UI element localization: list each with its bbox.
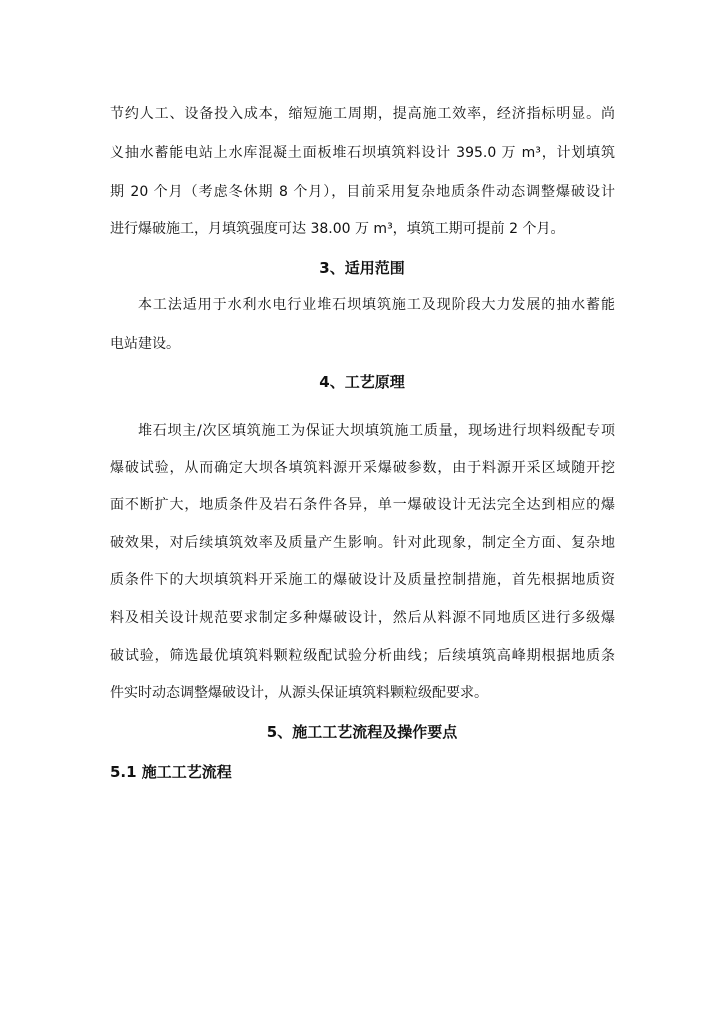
section-4-title: 4、工艺原理: [319, 373, 405, 391]
intro-line: 期 20 个月（考虑冬休期 8 个月），目前采用复杂地质条件动态调整爆破设计: [110, 184, 615, 200]
section-5-title: 5、施工工艺流程及操作要点: [266, 723, 458, 741]
section-4-line: 质条件下的大坝填筑料开采施工的爆破设计及质量控制措施，首先根据地质资: [110, 572, 615, 588]
section-4-line: 面不断扩大，地质条件及岩石条件各异，单一爆破设计无法完全达到相应的爆: [110, 497, 615, 513]
intro-line: 进行爆破施工，月填筑强度可达 38.00 万 m³，填筑工期可提前 2 个月。: [110, 221, 565, 237]
intro-line: 节约人工、设备投入成本，缩短施工周期，提高施工效率，经济指标明显。尚: [110, 106, 615, 122]
section-4-line: 破效果，对后续填筑效率及质量产生影响。针对此现象，制定全方面、复杂地: [110, 535, 615, 551]
section-4-line: 料及相关设计规范要求制定多种爆破设计，然后从料源不同地质区进行多级爆: [110, 610, 615, 626]
section-4-line: 破试验，筛选最优填筑料颗粒级配试验分析曲线；后续填筑高峰期根据地质条: [110, 648, 615, 664]
section-4-line: 件实时动态调整爆破设计，从源头保证填筑料颗粒级配要求。: [110, 685, 488, 701]
section-5-1-title: 5.1 施工工艺流程: [110, 763, 232, 781]
section-3-line: 本工法适用于水利水电行业堆石坝填筑施工及现阶段大力发展的抽水蓄能: [138, 297, 615, 313]
section-3-title: 3、适用范围: [319, 259, 405, 277]
intro-line: 义抽水蓄能电站上水库混凝土面板堆石坝填筑料设计 395.0 万 m³，计划填筑: [110, 145, 615, 161]
section-3-line: 电站建设。: [110, 336, 180, 352]
section-4-line: 爆破试验，从而确定大坝各填筑料源开采爆破参数，由于料源开采区域随开挖: [110, 460, 615, 476]
section-4-line: 堆石坝主/次区填筑施工为保证大坝填筑施工质量，现场进行坝料级配专项: [138, 423, 615, 439]
